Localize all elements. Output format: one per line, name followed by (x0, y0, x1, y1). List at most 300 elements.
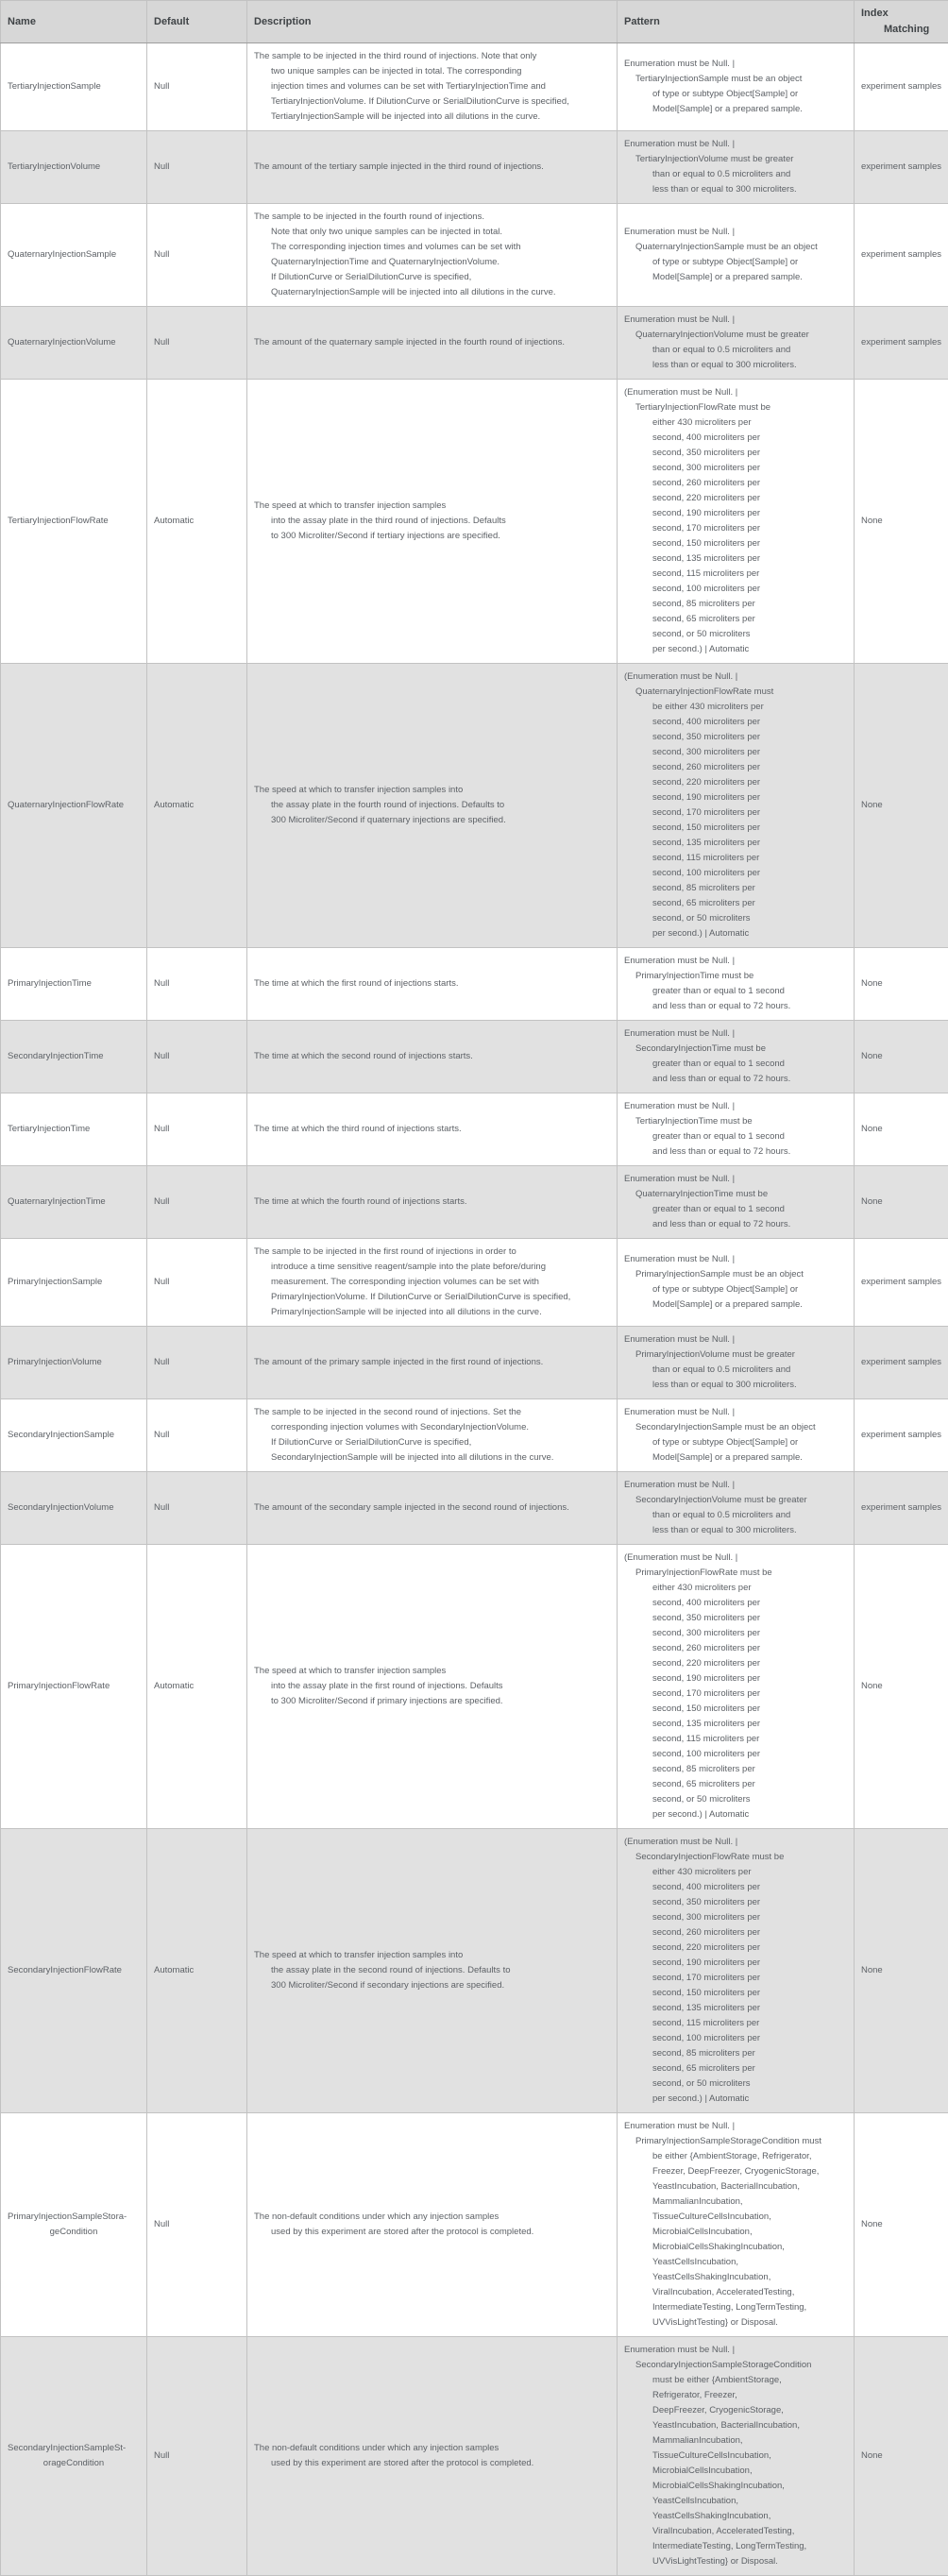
text-line: per second.) | Automatic (652, 926, 847, 941)
text-line: TissueCultureCellsIncubation, (652, 2449, 847, 2464)
text-line: second, 190 microliters per (652, 506, 847, 521)
text-line: (Enumeration must be Null. | (624, 385, 847, 400)
index-matching-cell: None (855, 1093, 948, 1166)
text-line: The amount of the secondary sample injected in the second round of injections. (254, 1500, 610, 1516)
table-row (1, 1829, 948, 2113)
text-line: If DilutionCurve or SerialDilutionCurve is specified, (271, 270, 610, 285)
text-line: The sample to be injected in the first round of injections in order to (254, 1245, 610, 1260)
pattern-cell (618, 664, 855, 948)
text-line: Enumeration must be Null. | (624, 1332, 847, 1347)
text-line: DeepFreezer, CryogenicStorage, (652, 2403, 847, 2418)
pattern-cell (618, 1829, 855, 2113)
name-cell: TertiaryInjectionFlowRate (1, 380, 147, 664)
text-line: less than or equal to 300 microliters. (652, 1378, 847, 1393)
description-cell (247, 307, 618, 380)
text-line: YeastCellsShakingIncubation, (652, 2270, 847, 2285)
name-cell: SecondaryInjectionVolume (1, 1472, 147, 1545)
text-line: QuaternaryInjectionVolume must be greater (635, 328, 847, 343)
description-cell (247, 664, 618, 948)
text-line: Enumeration must be Null. | (624, 954, 847, 969)
text-line: and less than or equal to 72 hours. (652, 999, 847, 1014)
text-line: to 300 Microliter/Second if primary injections are specified. (271, 1694, 610, 1709)
index-matching-cell: experiment samples (855, 43, 948, 131)
text-line: second, 400 microliters per (652, 1880, 847, 1895)
default-cell: Null (147, 2337, 247, 2576)
text-line: The speed at which to transfer injection samples (254, 499, 610, 514)
text-line: second, 220 microliters per (652, 1940, 847, 1956)
text-line: SecondaryInjectionSample must be an object (635, 1420, 847, 1435)
text-line: UVVisLightTesting} or Disposal. (652, 2554, 847, 2569)
default-cell: Null (147, 204, 247, 307)
name-cell: TertiaryInjectionVolume (1, 131, 147, 204)
text-line: greater than or equal to 1 second (652, 1057, 847, 1072)
text-line: Enumeration must be Null. | (624, 137, 847, 152)
text-line: second, 115 microliters per (652, 567, 847, 582)
text-line: PrimaryInjectionSample will be injected into all dilutions in the curve. (271, 1305, 610, 1320)
text-line: second, 300 microliters per (652, 461, 847, 476)
table-row (1, 1327, 948, 1399)
column-header-name: Name (1, 1, 147, 43)
default-cell: Null (147, 1166, 247, 1239)
description-cell (247, 43, 618, 131)
text-line: second, 115 microliters per (652, 851, 847, 866)
text-line: The sample to be injected in the third round of injections. Note that only (254, 49, 610, 64)
text-line: second, 220 microliters per (652, 775, 847, 790)
text-line: The time at which the second round of injections starts. (254, 1049, 610, 1064)
pattern-cell (618, 1239, 855, 1327)
text-line: be either 430 microliters per (652, 700, 847, 715)
column-header-pattern: Pattern (618, 1, 855, 43)
text-line: second, 260 microliters per (652, 1641, 847, 1656)
description-cell (247, 204, 618, 307)
pattern-cell (618, 1545, 855, 1829)
text-line: PrimaryInjectionSample must be an object (635, 1267, 847, 1282)
text-line: SecondaryInjectionFlowRate must be (635, 1850, 847, 1865)
text-line: second, 85 microliters per (652, 597, 847, 612)
name-cell: QuaternaryInjectionVolume (1, 307, 147, 380)
text-line: second, or 50 microliters (652, 627, 847, 642)
table-header (1, 1, 948, 43)
table-row (1, 307, 948, 380)
text-line: corresponding injection volumes with SecondaryInjectionVolume. (271, 1420, 610, 1435)
text-line: The amount of the tertiary sample injected in the third round of injections. (254, 160, 610, 175)
text-line: TertiaryInjectionTime must be (635, 1114, 847, 1129)
text-line: second, 300 microliters per (652, 1626, 847, 1641)
text-line: than or equal to 0.5 microliters and (652, 343, 847, 358)
text-line: Enumeration must be Null. | (624, 1172, 847, 1187)
text-line: second, 400 microliters per (652, 431, 847, 446)
text-line: YeastCellsIncubation, (652, 2494, 847, 2509)
text-line: (Enumeration must be Null. | (624, 1551, 847, 1566)
name-cell: PrimaryInjectionFlowRate (1, 1545, 147, 1829)
text-line: of type or subtype Object[Sample] or (652, 87, 847, 102)
description-cell (247, 2337, 618, 2576)
text-line: geCondition (8, 2225, 140, 2240)
pattern-cell (618, 1399, 855, 1472)
table-row (1, 2113, 948, 2337)
description-cell (247, 948, 618, 1021)
text-line: and less than or equal to 72 hours. (652, 1072, 847, 1087)
text-line: second, 115 microliters per (652, 2016, 847, 2031)
text-line: into the assay plate in the third round of injections. Defaults (271, 514, 610, 529)
text-line: Enumeration must be Null. | (624, 1405, 847, 1420)
text-line: The sample to be injected in the second round of injections. Set the (254, 1405, 610, 1420)
text-line: IntermediateTesting, LongTermTesting, (652, 2300, 847, 2315)
pattern-cell (618, 131, 855, 204)
table-row (1, 1166, 948, 1239)
default-cell: Automatic (147, 664, 247, 948)
text-line: TertiaryInjectionSample will be injected into all dilutions in the curve. (271, 110, 610, 125)
text-line: The speed at which to transfer injection samples (254, 1664, 610, 1679)
text-line: greater than or equal to 1 second (652, 1202, 847, 1217)
text-line: second, 170 microliters per (652, 521, 847, 536)
text-line: of type or subtype Object[Sample] or (652, 1282, 847, 1297)
description-cell (247, 1239, 618, 1327)
text-line: YeastCellsShakingIncubation, (652, 2509, 847, 2524)
name-cell: SecondaryInjectionTime (1, 1021, 147, 1093)
text-line: Enumeration must be Null. | (624, 57, 847, 72)
text-line: Enumeration must be Null. | (624, 225, 847, 240)
description-cell (247, 1166, 618, 1239)
text-line: ViralIncubation, AcceleratedTesting, (652, 2285, 847, 2300)
text-line: greater than or equal to 1 second (652, 1129, 847, 1144)
pattern-cell (618, 43, 855, 131)
index-matching-cell: experiment samples (855, 1239, 948, 1327)
text-line: must be either {AmbientStorage, (652, 2373, 847, 2388)
text-line: YeastCellsIncubation, (652, 2255, 847, 2270)
table-row (1, 1545, 948, 1829)
index-matching-cell: None (855, 948, 948, 1021)
text-line: Enumeration must be Null. | (624, 1252, 847, 1267)
pattern-cell (618, 1166, 855, 1239)
text-line: second, 115 microliters per (652, 1732, 847, 1747)
default-cell: Automatic (147, 380, 247, 664)
text-line: Model[Sample] or a prepared sample. (652, 1297, 847, 1313)
text-line: Freezer, DeepFreezer, CryogenicStorage, (652, 2164, 847, 2179)
default-cell: Automatic (147, 1545, 247, 1829)
text-line: If DilutionCurve or SerialDilutionCurve is specified, (271, 1435, 610, 1450)
text-line: second, 350 microliters per (652, 446, 847, 461)
text-line: than or equal to 0.5 microliters and (652, 1363, 847, 1378)
text-line: used by this experiment are stored after the protocol is completed. (271, 2225, 610, 2240)
text-line: The time at which the first round of injections starts. (254, 976, 610, 991)
text-line: second, 300 microliters per (652, 745, 847, 760)
name-cell: TertiaryInjectionTime (1, 1093, 147, 1166)
index-matching-cell: experiment samples (855, 204, 948, 307)
text-line: second, or 50 microliters (652, 2076, 847, 2092)
text-line: Enumeration must be Null. | (624, 313, 847, 328)
text-line: second, 65 microliters per (652, 896, 847, 911)
text-line: second, 100 microliters per (652, 2031, 847, 2046)
text-line: second, 300 microliters per (652, 1910, 847, 1925)
text-line: SecondaryInjectionSampleStorageCondition (635, 2358, 847, 2373)
text-line: Matching (884, 22, 941, 38)
text-line: second, 65 microliters per (652, 2061, 847, 2076)
text-line: of type or subtype Object[Sample] or (652, 255, 847, 270)
description-cell (247, 1545, 618, 1829)
text-line: IntermediateTesting, LongTermTesting, (652, 2539, 847, 2554)
text-line: into the assay plate in the first round of injections. Defaults (271, 1679, 610, 1694)
text-line: The time at which the fourth round of injections starts. (254, 1195, 610, 1210)
index-matching-cell: None (855, 1829, 948, 2113)
text-line: less than or equal to 300 microliters. (652, 182, 847, 197)
text-line: second, 220 microliters per (652, 491, 847, 506)
index-matching-cell: experiment samples (855, 1472, 948, 1545)
text-line: second, 260 microliters per (652, 476, 847, 491)
text-line: either 430 microliters per (652, 415, 847, 431)
default-cell: Null (147, 1327, 247, 1399)
text-line: Enumeration must be Null. | (624, 1026, 847, 1042)
text-line: The amount of the primary sample injected in the first round of injections. (254, 1355, 610, 1370)
description-cell (247, 1093, 618, 1166)
text-line: second, 135 microliters per (652, 836, 847, 851)
text-line: less than or equal to 300 microliters. (652, 1523, 847, 1538)
text-line: second, 190 microliters per (652, 790, 847, 805)
name-cell: QuaternaryInjectionSample (1, 204, 147, 307)
default-cell: Null (147, 1472, 247, 1545)
text-line: Model[Sample] or a prepared sample. (652, 102, 847, 117)
text-line: be either {AmbientStorage, Refrigerator, (652, 2149, 847, 2164)
pattern-cell (618, 1327, 855, 1399)
index-matching-cell: None (855, 1021, 948, 1093)
description-cell (247, 380, 618, 664)
text-line: the assay plate in the second round of injections. Defaults to (271, 1963, 610, 1978)
name-cell: PrimaryInjectionVolume (1, 1327, 147, 1399)
pattern-cell (618, 1093, 855, 1166)
text-line: QuaternaryInjectionFlowRate must (635, 685, 847, 700)
text-line: second, 350 microliters per (652, 1895, 847, 1910)
text-line: PrimaryInjectionSampleStora- (8, 2210, 140, 2225)
text-line: The non-default conditions under which any injection samples (254, 2210, 610, 2225)
text-line: two unique samples can be injected in total. The corresponding (271, 64, 610, 79)
text-line: second, 220 microliters per (652, 1656, 847, 1671)
pattern-cell (618, 204, 855, 307)
text-line: second, 400 microliters per (652, 1596, 847, 1611)
name-cell: QuaternaryInjectionTime (1, 1166, 147, 1239)
text-line: Refrigerator, Freezer, (652, 2388, 847, 2403)
pattern-cell (618, 2337, 855, 2576)
index-matching-cell: None (855, 2113, 948, 2337)
text-line: Model[Sample] or a prepared sample. (652, 1450, 847, 1466)
text-line: Enumeration must be Null. | (624, 2343, 847, 2358)
text-line: MammalianIncubation, (652, 2433, 847, 2449)
text-line: PrimaryInjectionFlowRate must be (635, 1566, 847, 1581)
text-line: Model[Sample] or a prepared sample. (652, 270, 847, 285)
text-line: second, 85 microliters per (652, 2046, 847, 2061)
text-line: second, or 50 microliters (652, 1792, 847, 1807)
text-line: introduce a time sensitive reagent/sample into the plate before/during (271, 1260, 610, 1275)
text-line: second, 135 microliters per (652, 1717, 847, 1732)
text-line: second, 135 microliters per (652, 2001, 847, 2016)
name-cell: PrimaryInjectionTime (1, 948, 147, 1021)
text-line: ViralIncubation, AcceleratedTesting, (652, 2524, 847, 2539)
name-cell: TertiaryInjectionSample (1, 43, 147, 131)
text-line: 300 Microliter/Second if secondary injections are specified. (271, 1978, 610, 1993)
text-line: second, 260 microliters per (652, 1925, 847, 1940)
text-line: second, 170 microliters per (652, 805, 847, 821)
description-cell (247, 1327, 618, 1399)
text-line: second, 260 microliters per (652, 760, 847, 775)
text-line: TissueCultureCellsIncubation, (652, 2210, 847, 2225)
text-line: second, 135 microliters per (652, 551, 847, 567)
text-line: Enumeration must be Null. | (624, 2119, 847, 2134)
text-line: MicrobialCellsShakingIncubation, (652, 2240, 847, 2255)
index-matching-cell: experiment samples (855, 1327, 948, 1399)
text-line: The time at which the third round of injections starts. (254, 1122, 610, 1137)
text-line: The non-default conditions under which any injection samples (254, 2441, 610, 2456)
text-line: MammalianIncubation, (652, 2195, 847, 2210)
text-line: second, 190 microliters per (652, 1956, 847, 1971)
text-line: The sample to be injected in the fourth round of injections. (254, 210, 610, 225)
text-line: second, 65 microliters per (652, 1777, 847, 1792)
table-row (1, 664, 948, 948)
default-cell: Null (147, 2113, 247, 2337)
text-line: per second.) | Automatic (652, 1807, 847, 1822)
column-header-index-matching (855, 1, 948, 43)
text-line: SecondaryInjectionSample will be injected into all dilutions in the curve. (271, 1450, 610, 1466)
text-line: the assay plate in the fourth round of injections. Defaults to (271, 798, 610, 813)
table-row (1, 1239, 948, 1327)
table-row (1, 1093, 948, 1166)
table-row (1, 43, 948, 131)
text-line: used by this experiment are stored after the protocol is completed. (271, 2456, 610, 2471)
text-line: SecondaryInjectionVolume must be greater (635, 1493, 847, 1508)
text-line: second, 170 microliters per (652, 1686, 847, 1702)
name-cell (1, 2337, 147, 2576)
text-line: PrimaryInjectionVolume. If DilutionCurve or SerialDilutionCurve is specified, (271, 1290, 610, 1305)
text-line: PrimaryInjectionSampleStorageCondition must (635, 2134, 847, 2149)
text-line: The corresponding injection times and volumes can be set with (271, 240, 610, 255)
index-matching-cell: None (855, 2337, 948, 2576)
text-line: QuaternaryInjectionSample will be injected into all dilutions in the curve. (271, 285, 610, 300)
text-line: greater than or equal to 1 second (652, 984, 847, 999)
default-cell: Null (147, 131, 247, 204)
table-row (1, 131, 948, 204)
default-cell: Null (147, 948, 247, 1021)
text-line: second, 100 microliters per (652, 582, 847, 597)
index-matching-cell: None (855, 380, 948, 664)
text-line: less than or equal to 300 microliters. (652, 358, 847, 373)
text-line: TertiaryInjectionSample must be an object (635, 72, 847, 87)
text-line: injection times and volumes can be set with TertiaryInjectionTime and (271, 79, 610, 94)
index-matching-cell: None (855, 1545, 948, 1829)
text-line: (Enumeration must be Null. | (624, 669, 847, 685)
text-line: TertiaryInjectionVolume. If DilutionCurve or SerialDilutionCurve is specified, (271, 94, 610, 110)
pattern-cell (618, 1472, 855, 1545)
text-line: second, 85 microliters per (652, 881, 847, 896)
description-cell (247, 1829, 618, 2113)
default-cell: Null (147, 1239, 247, 1327)
table-row (1, 1021, 948, 1093)
table-row (1, 204, 948, 307)
text-line: SecondaryInjectionSampleSt- (8, 2441, 140, 2456)
name-cell: QuaternaryInjectionFlowRate (1, 664, 147, 948)
text-line: either 430 microliters per (652, 1581, 847, 1596)
text-line: QuaternaryInjectionTime must be (635, 1187, 847, 1202)
text-line: second, 100 microliters per (652, 866, 847, 881)
text-line: Note that only two unique samples can be injected in total. (271, 225, 610, 240)
table-row (1, 948, 948, 1021)
index-matching-cell: None (855, 1166, 948, 1239)
name-cell: SecondaryInjectionFlowRate (1, 1829, 147, 2113)
text-line: Enumeration must be Null. | (624, 1099, 847, 1114)
table-row (1, 1399, 948, 1472)
text-line: than or equal to 0.5 microliters and (652, 167, 847, 182)
text-line: second, 150 microliters per (652, 1986, 847, 2001)
text-line: MicrobialCellsShakingIncubation, (652, 2479, 847, 2494)
text-line: per second.) | Automatic (652, 2092, 847, 2107)
text-line: The amount of the quaternary sample injected in the fourth round of injections. (254, 335, 610, 350)
name-cell: SecondaryInjectionSample (1, 1399, 147, 1472)
text-line: per second.) | Automatic (652, 642, 847, 657)
pattern-cell (618, 380, 855, 664)
table-row (1, 2337, 948, 2576)
text-line: to 300 Microliter/Second if tertiary injections are specified. (271, 529, 610, 544)
pattern-cell (618, 307, 855, 380)
text-line: second, 350 microliters per (652, 730, 847, 745)
index-matching-cell: experiment samples (855, 307, 948, 380)
name-cell (1, 2113, 147, 2337)
text-line: TertiaryInjectionVolume must be greater (635, 152, 847, 167)
column-header-default: Default (147, 1, 247, 43)
text-line: TertiaryInjectionFlowRate must be (635, 400, 847, 415)
default-cell: Null (147, 1021, 247, 1093)
text-line: than or equal to 0.5 microliters and (652, 1508, 847, 1523)
text-line: Enumeration must be Null. | (624, 1478, 847, 1493)
text-line: (Enumeration must be Null. | (624, 1835, 847, 1850)
text-line: of type or subtype Object[Sample] or (652, 1435, 847, 1450)
default-cell: Null (147, 1399, 247, 1472)
text-line: second, 170 microliters per (652, 1971, 847, 1986)
pattern-cell (618, 1021, 855, 1093)
description-cell (247, 1021, 618, 1093)
index-matching-cell: None (855, 664, 948, 948)
table-row (1, 1472, 948, 1545)
description-cell (247, 1399, 618, 1472)
name-cell: PrimaryInjectionSample (1, 1239, 147, 1327)
description-cell (247, 1472, 618, 1545)
default-cell: Automatic (147, 1829, 247, 2113)
default-cell: Null (147, 43, 247, 131)
text-line: second, 150 microliters per (652, 1702, 847, 1717)
text-line: second, 150 microliters per (652, 821, 847, 836)
text-line: second, 190 microliters per (652, 1671, 847, 1686)
text-line: SecondaryInjectionTime must be (635, 1042, 847, 1057)
text-line: second, 150 microliters per (652, 536, 847, 551)
text-line: and less than or equal to 72 hours. (652, 1144, 847, 1160)
text-line: second, 350 microliters per (652, 1611, 847, 1626)
text-line: The speed at which to transfer injection samples into (254, 1948, 610, 1963)
text-line: either 430 microliters per (652, 1865, 847, 1880)
text-line: second, or 50 microliters (652, 911, 847, 926)
text-line: QuaternaryInjectionSample must be an object (635, 240, 847, 255)
text-line: orageCondition (8, 2456, 140, 2471)
text-line: QuaternaryInjectionTime and QuaternaryInjectionVolume. (271, 255, 610, 270)
index-matching-cell: experiment samples (855, 131, 948, 204)
description-cell (247, 2113, 618, 2337)
text-line: PrimaryInjectionTime must be (635, 969, 847, 984)
text-line: and less than or equal to 72 hours. (652, 1217, 847, 1232)
text-line: The speed at which to transfer injection samples into (254, 783, 610, 798)
text-line: second, 85 microliters per (652, 1762, 847, 1777)
text-line: UVVisLightTesting} or Disposal. (652, 2315, 847, 2330)
default-cell: Null (147, 1093, 247, 1166)
text-line: YeastIncubation, BacterialIncubation, (652, 2179, 847, 2195)
table-body (1, 43, 948, 2576)
text-line: PrimaryInjectionVolume must be greater (635, 1347, 847, 1363)
text-line: MicrobialCellsIncubation, (652, 2225, 847, 2240)
text-line: second, 400 microliters per (652, 715, 847, 730)
